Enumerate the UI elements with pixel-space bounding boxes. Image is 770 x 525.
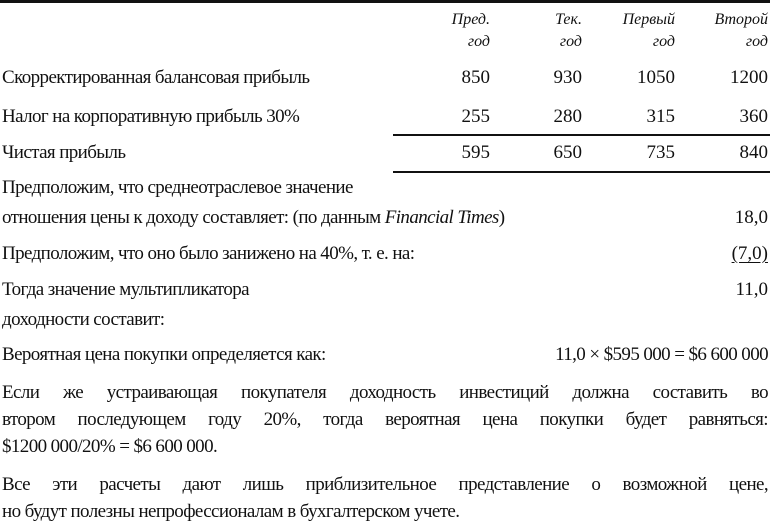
- col-header-line: Первый: [622, 11, 675, 28]
- paragraph-2-line-2: но будут полезны непрофессионалам в бухгалтерском учете.: [2, 501, 460, 522]
- multiplier-text-line1: Тогда значение мультипликатора: [2, 279, 249, 300]
- discount-value: [678, 243, 768, 265]
- paragraph-1-line-1: Если же устраивающая покупателя доходность инвестиций должна составить во: [2, 382, 768, 403]
- pe-text: отношения цены к доходу составляет: (по данным: [2, 207, 385, 228]
- discount-value-text: (7,0): [731, 243, 768, 264]
- price-text: Вероятная цена покупки определяется как:: [2, 344, 326, 365]
- row-label: Скорректированная балансовая прибыль: [2, 67, 310, 88]
- discount-text: Предположим, что оно было занижено на 40%, т. е. на:: [2, 243, 415, 264]
- col-header-line: год: [652, 33, 675, 50]
- paragraph-1-line-2: втором последующем году 20%, тогда вероятная цена покупки будет равняться:: [2, 409, 768, 430]
- col-header-line: Пред.: [451, 11, 490, 28]
- pe-text-line2: [2, 207, 504, 229]
- paragraph-1-line-3: $1200 000/20% = $6 600 000.: [2, 436, 218, 457]
- cell-value: 840: [739, 142, 768, 163]
- cell-value: 1200: [730, 67, 768, 88]
- paragraph-2-line-1: Все эти расчеты дают лишь приблизительное представление о возможной цене,: [2, 474, 768, 495]
- top-rule: [0, 0, 770, 3]
- cell-value: 595: [461, 142, 490, 163]
- cell-value: 315: [646, 106, 675, 127]
- cell-value: 850: [461, 67, 490, 88]
- row-label: Чистая прибыль: [2, 142, 126, 163]
- row-label: Налог на корпоративную прибыль 30%: [2, 106, 300, 127]
- col-header-first-year: [585, 9, 675, 53]
- col-header-line: год: [559, 33, 582, 50]
- col-header-line: год: [467, 33, 490, 50]
- price-formula: 11,0 × $595 000 = $6 600 000: [555, 344, 768, 365]
- cell-value: 1050: [637, 67, 675, 88]
- col-header-line: Второй: [714, 11, 768, 28]
- pe-close: ): [498, 207, 505, 228]
- cell-value: 255: [461, 106, 490, 127]
- pe-value: 18,0: [734, 207, 768, 228]
- cell-value: 930: [553, 67, 582, 88]
- col-header-line: Тек.: [555, 11, 582, 28]
- col-header-second-year: [678, 9, 768, 53]
- cell-value: 280: [553, 106, 582, 127]
- col-header-line: год: [745, 33, 768, 50]
- total-rule: [393, 171, 770, 173]
- col-header-prev-year: [400, 9, 490, 53]
- cell-value: 735: [646, 142, 675, 163]
- multiplier-text-line2: доходности составит:: [2, 309, 165, 330]
- pe-text-line1: Предположим, что среднеотраслевое значение: [2, 177, 353, 198]
- cell-value: 360: [739, 106, 768, 127]
- col-header-current-year: [492, 9, 582, 53]
- pe-source: Financial Times: [384, 207, 499, 228]
- cell-value: 650: [553, 142, 582, 163]
- multiplier-value: 11,0: [735, 279, 768, 300]
- subtotal-rule: [393, 134, 770, 136]
